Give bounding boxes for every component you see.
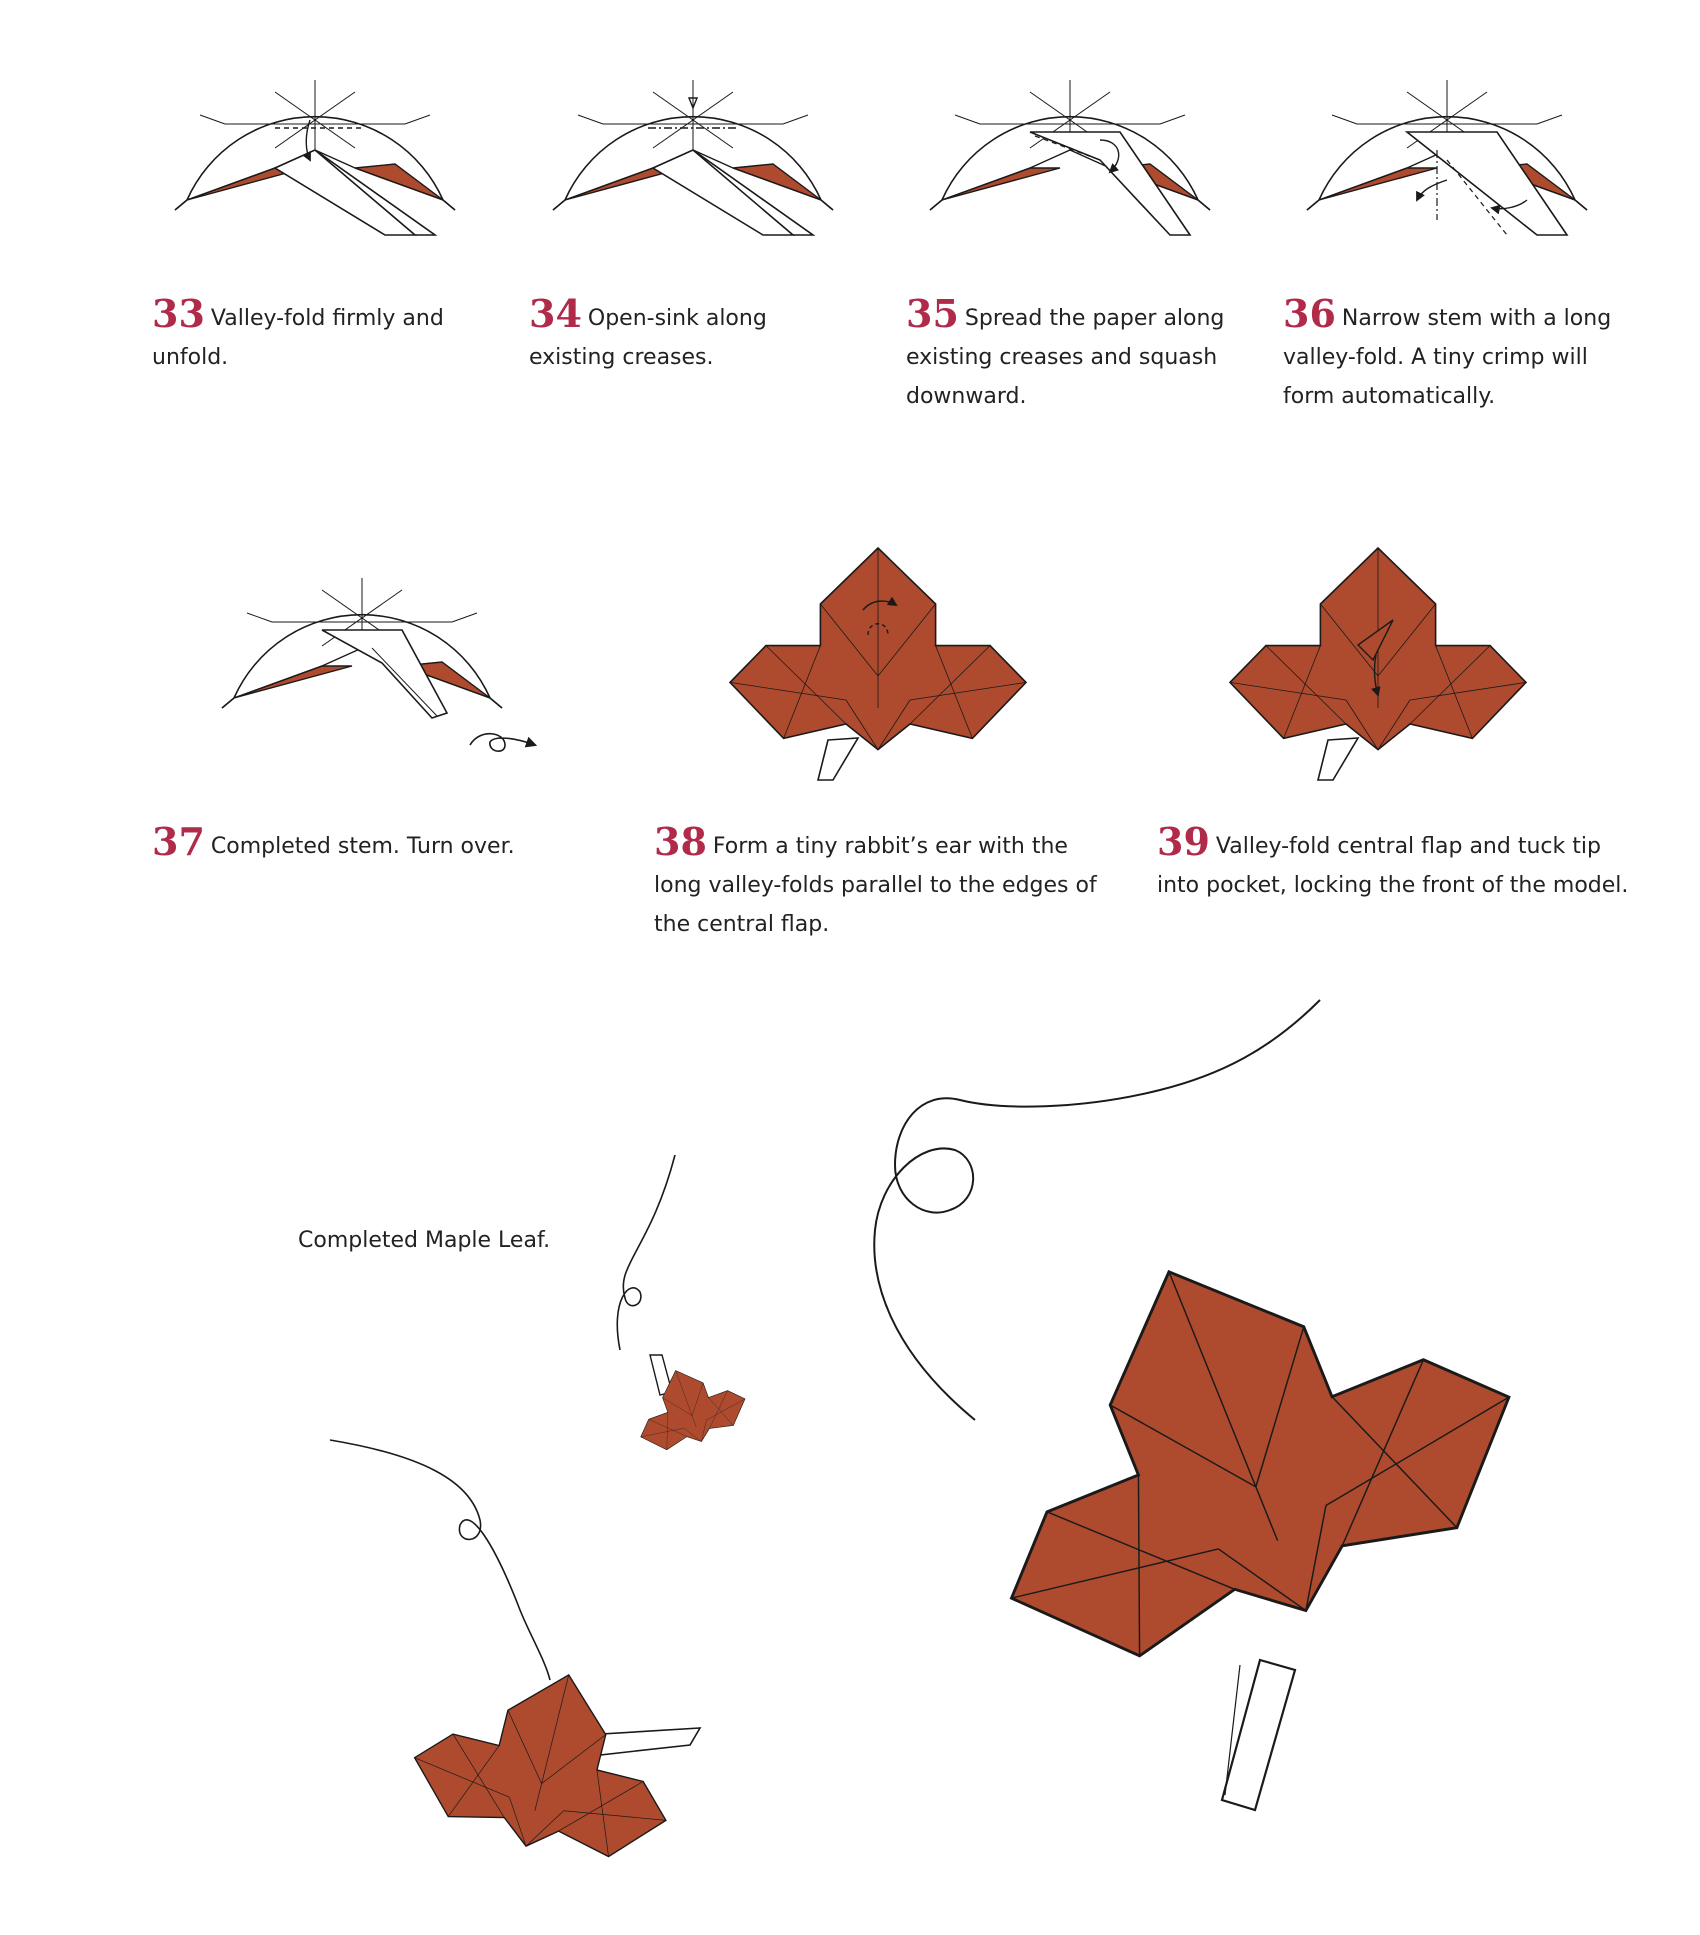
step-number: 36 bbox=[1283, 291, 1336, 336]
step-text: Valley-fold firmly and unfold. bbox=[152, 306, 444, 370]
step-text: Form a tiny rabbit’s ear with the long valley-folds parallel to the edges of the central flap. bbox=[654, 834, 1097, 937]
step-number: 37 bbox=[152, 819, 205, 864]
step-text: Completed stem. Turn over. bbox=[210, 834, 515, 859]
turn-over-icon bbox=[470, 734, 535, 751]
step-number: 38 bbox=[654, 819, 707, 864]
step-number: 34 bbox=[529, 291, 582, 336]
step-33-diagram bbox=[175, 80, 455, 235]
step-number: 35 bbox=[906, 291, 959, 336]
step-38 bbox=[654, 819, 1104, 944]
step-number: 39 bbox=[1157, 819, 1210, 864]
step-38-diagram bbox=[730, 548, 1026, 780]
step-39 bbox=[1157, 819, 1637, 905]
step-35-diagram bbox=[930, 80, 1210, 235]
step-text: Valley-fold central flap and tuck tip into pocket, locking the front of the model. bbox=[1157, 834, 1629, 898]
step-34-diagram bbox=[553, 80, 833, 235]
completed-leaf-medium bbox=[330, 1440, 700, 1877]
step-text: Open-sink along existing creases. bbox=[529, 306, 767, 370]
step-text: Narrow stem with a long valley-fold. A tiny crimp will form automatically. bbox=[1283, 306, 1612, 409]
step-text: Spread the paper along existing creases and squash downward. bbox=[906, 306, 1225, 409]
step-36-diagram bbox=[1307, 80, 1587, 235]
completed-leaf-small bbox=[617, 1155, 753, 1461]
step-37 bbox=[152, 819, 552, 866]
step-number: 33 bbox=[152, 291, 205, 336]
step-35 bbox=[906, 291, 1236, 416]
step-33 bbox=[152, 291, 472, 377]
step-34 bbox=[529, 291, 859, 377]
completed-caption: Completed Maple Leaf. bbox=[298, 1228, 551, 1253]
step-36 bbox=[1283, 291, 1613, 416]
step-39-diagram bbox=[1230, 548, 1526, 780]
step-37-diagram bbox=[222, 578, 502, 718]
completed-leaf-large bbox=[874, 1000, 1554, 1810]
